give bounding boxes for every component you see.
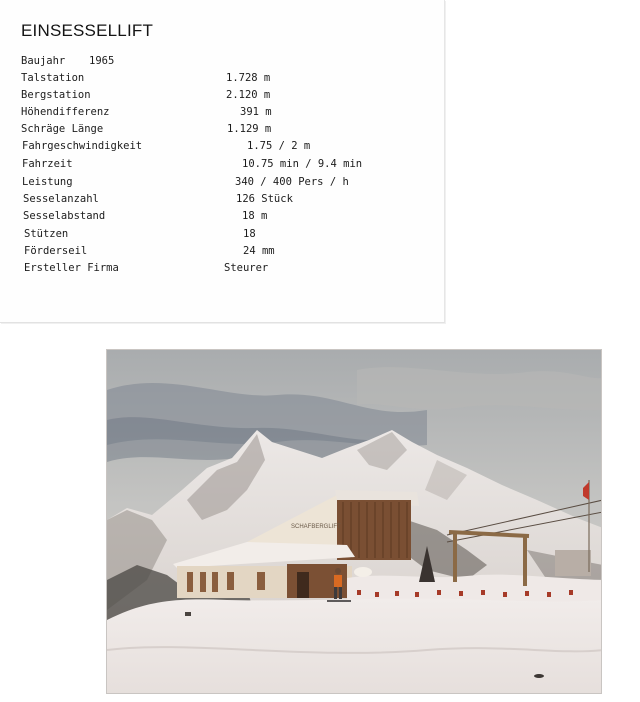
info-card	[0, 0, 445, 323]
spec-label: Förderseil	[24, 245, 88, 257]
spec-row	[0, 262, 444, 276]
spec-row	[0, 72, 444, 86]
spec-value: 10.75 min / 9.4 min	[242, 158, 363, 170]
spec-row	[0, 140, 444, 154]
spec-label: Stützen	[24, 228, 69, 240]
spec-label: Fahrzeit	[22, 158, 73, 170]
spec-label: Sesselabstand	[23, 210, 106, 222]
building-sign: SCHAFBERGLIFT	[291, 524, 341, 530]
spec-label: Bergstation	[21, 89, 91, 101]
spec-label: Baujahr	[21, 55, 66, 67]
spec-value: 1.728 m	[226, 72, 271, 84]
spec-value: 18	[243, 228, 256, 240]
doorway	[297, 572, 309, 598]
spec-value: 18 m	[242, 210, 268, 222]
spec-row	[0, 176, 444, 190]
spec-row	[0, 106, 444, 120]
spec-label: Schräge Länge	[21, 123, 104, 135]
spec-label: Ersteller Firma	[24, 262, 119, 274]
spec-label: Höhendifferenz	[21, 106, 110, 118]
spec-row	[0, 228, 444, 242]
cloud	[357, 367, 602, 410]
spec-value: 1.75 / 2 m	[247, 140, 311, 152]
spec-value: 126 Stück	[236, 193, 293, 205]
spec-value: 1.129 m	[227, 123, 272, 135]
spec-value: 391 m	[240, 106, 272, 118]
spec-row	[0, 123, 444, 137]
spec-label: Fahrgeschwindigkeit	[22, 140, 143, 152]
spec-row	[0, 89, 444, 103]
spec-label: Sesselanzahl	[23, 193, 99, 205]
spec-label: Talstation	[21, 72, 85, 84]
spec-row	[0, 158, 444, 172]
snow-foreground	[107, 599, 602, 694]
snow-object	[534, 674, 544, 678]
spec-value: 340 / 400 Pers / h	[235, 176, 349, 188]
spec-row	[0, 245, 444, 259]
spec-row	[0, 210, 444, 224]
page-title: EINSESSELLIFT	[21, 21, 154, 40]
hut	[555, 550, 591, 576]
ski-lift-photo	[106, 349, 602, 694]
spec-value: 24 mm	[243, 245, 275, 257]
spec-value: Steurer	[224, 262, 269, 274]
snow-object	[185, 612, 191, 616]
spec-label: Leistung	[22, 176, 73, 188]
spec-value: 2.120 m	[226, 89, 271, 101]
spec-row-baujahr	[0, 55, 444, 69]
spec-year-value: 1965	[89, 55, 115, 67]
umbrella	[354, 567, 372, 577]
spec-row	[0, 193, 444, 207]
